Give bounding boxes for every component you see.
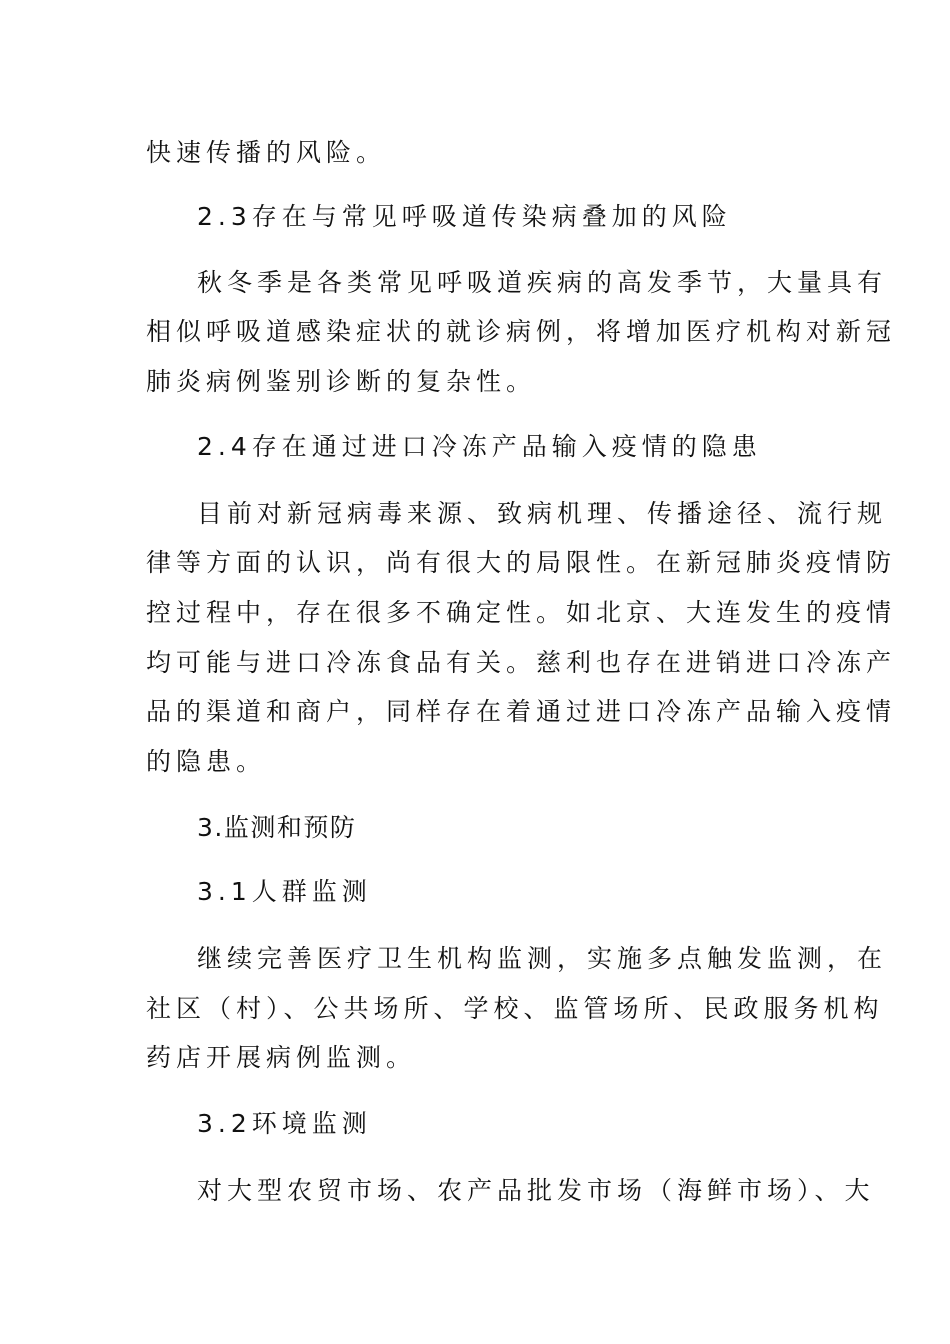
paragraph-line: 秋冬季是各类常见呼吸道疾病的高发季节，大量具有	[197, 268, 888, 297]
paragraph-line: 律等方面的认识，尚有很大的局限性。在新冠肺炎疫情防	[146, 548, 897, 577]
paragraph-line: 控过程中，存在很多不确定性。如北京、大连发生的疫情	[146, 598, 897, 627]
paragraph-line: 继续完善医疗卫生机构监测，实施多点触发监测，在	[197, 944, 888, 973]
paragraph-line: 品的渠道和商户，同样存在着通过进口冷冻产品输入疫情	[146, 697, 897, 726]
paragraph-line: 肺炎病例鉴别诊断的复杂性。	[146, 367, 537, 396]
section-heading-3-1: 3.1人群监测	[197, 877, 372, 906]
paragraph-line: 社区（村）、公共场所、学校、监管场所、民政服务机构	[146, 994, 884, 1023]
paragraph-line: 均可能与进口冷冻食品有关。慈利也存在进销进口冷冻产	[146, 648, 897, 677]
paragraph-line: 快速传播的风险。	[146, 138, 387, 167]
section-heading-2-4: 2.4存在通过进口冷冻产品输入疫情的隐患	[197, 432, 762, 461]
section-heading-3: 3.监测和预防	[197, 813, 357, 842]
section-heading-3-2: 3.2环境监测	[197, 1109, 372, 1138]
paragraph-line: 药店开展病例监测。	[146, 1043, 417, 1072]
paragraph-line: 对大型农贸市场、农产品批发市场（海鲜市场）、大	[197, 1176, 875, 1205]
paragraph-line: 目前对新冠病毒来源、致病机理、传播途径、流行规	[197, 499, 888, 528]
paragraph-line: 的隐患。	[146, 747, 267, 776]
section-heading-2-3: 2.3存在与常见呼吸道传染病叠加的风险	[197, 202, 732, 231]
paragraph-line: 相似呼吸道感染症状的就诊病例，将增加医疗机构对新冠	[146, 317, 897, 346]
